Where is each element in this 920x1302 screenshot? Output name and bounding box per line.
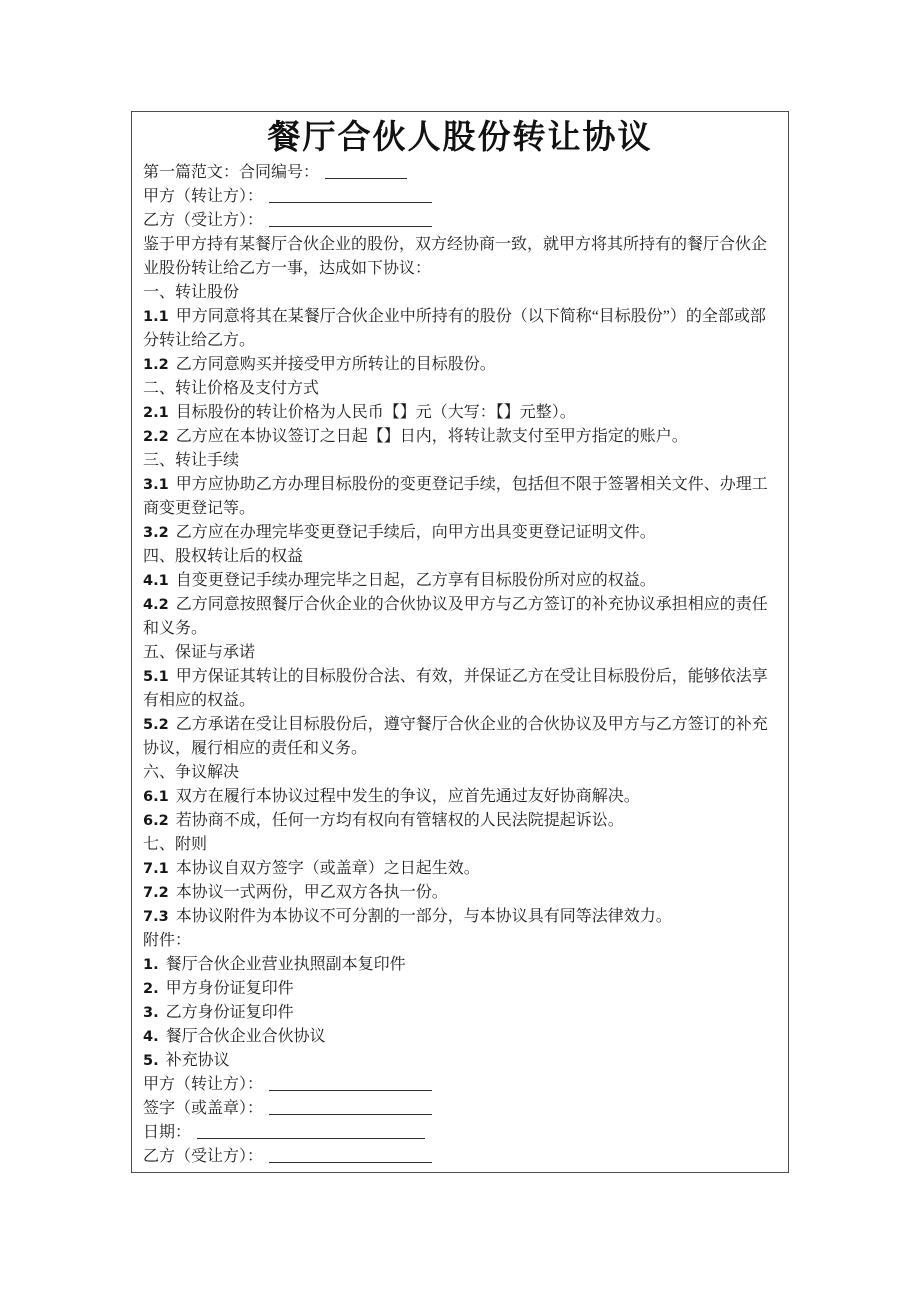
blank-line [269,189,432,203]
clause-item [143,425,777,449]
field-label: 乙方（受让方）： [143,1148,264,1165]
clause-item [143,1025,777,1049]
clause-text: 餐厅合伙企业营业执照副本复印件 [165,956,406,973]
clause-number: 3.2 [143,525,169,541]
blank-line [269,1101,432,1115]
clause-item [143,569,777,593]
clause-text: 甲方身份证复印件 [165,980,294,997]
clause-item [143,521,777,545]
clause-number: 7.3 [143,909,169,925]
section-heading: 三、转让手续 [143,452,240,469]
form-field [143,185,777,209]
clause-number: 2. [143,981,159,997]
clause-text: 双方在履行本协议过程中发生的争议，应首先通过友好协商解决。 [175,788,640,805]
form-field [143,161,777,185]
paragraph: 鉴于甲方持有某餐厅合伙企业的股份，双方经协商一致，就甲方将其所持有的餐厅合伙企业股份转让给乙方一事，达成如下协议： [143,236,768,277]
paragraph: 附件： [143,932,192,949]
clause-text: 乙方身份证复印件 [165,1004,294,1021]
clause-item [143,1001,777,1025]
form-field [143,1145,777,1169]
clause-text: 本协议附件为本协议不可分割的一部分，与本协议具有同等法律效力。 [175,908,672,925]
clause-item [143,473,777,521]
clause-number: 2.2 [143,429,169,445]
section-heading: 五、保证与承诺 [143,644,256,661]
form-field [143,1097,777,1121]
clause-number: 5.1 [143,669,169,685]
clause-text: 甲方保证其转让的目标股份合法、有效，并保证乙方在受让目标股份后，能够依法享有相应的权益。 [143,668,768,709]
clause-item [143,305,777,353]
clause-text: 乙方应在办理完毕变更登记手续后，向甲方出具变更登记证明文件。 [175,524,656,541]
field-label: 第一篇范文：合同编号： [143,164,320,181]
clause-number: 1. [143,957,159,973]
section-heading: 一、转让股份 [143,284,240,301]
clause-number: 7.2 [143,885,169,901]
clause-item [143,593,777,641]
clause-text: 乙方同意按照餐厅合伙企业的合伙协议及甲方与乙方签订的补充协议承担相应的责任和义务。 [143,596,768,637]
clause-number: 4.1 [143,573,169,589]
clause-text: 乙方同意购买并接受甲方所转让的目标股份。 [175,356,496,373]
clause-text: 补充协议 [165,1052,230,1069]
clause-item [143,857,777,881]
clause-item [143,953,777,977]
clause-number: 5.2 [143,717,169,733]
clause-text: 若协商不成，任何一方均有权向有管辖权的人民法院提起诉讼。 [175,812,624,829]
clause-item [143,353,777,377]
clause-item [143,713,777,761]
blank-line [269,213,432,227]
clause-item [143,1049,777,1073]
contract-frame [131,111,789,1173]
field-label: 日期： [143,1124,192,1141]
clause-item [143,881,777,905]
clause-number: 3.1 [143,477,169,493]
clause-number: 5. [143,1053,159,1069]
form-field [143,1073,777,1097]
clause-number: 7.1 [143,861,169,877]
clause-number: 6.1 [143,789,169,805]
clause-item [143,905,777,929]
blank-line [269,1149,432,1163]
clause-text: 目标股份的转让价格为人民币【】元（大写：【】元整）。 [175,404,576,421]
clause-text: 本协议自双方签字（或盖章）之日起生效。 [175,860,480,877]
clause-text: 本协议一式两份，甲乙双方各执一份。 [175,884,448,901]
clause-text: 自变更登记手续办理完毕之日起，乙方享有目标股份所对应的权益。 [175,572,656,589]
form-field [143,209,777,233]
contract-body [143,161,777,1169]
clause-number: 1.1 [143,309,169,325]
clause-text: 乙方承诺在受让目标股份后，遵守餐厅合伙企业的合伙协议及甲方与乙方签订的补充协议，履行相应的责任和义务。 [143,716,768,757]
field-label: 甲方（转让方）： [143,188,264,205]
section-heading: 七、附则 [143,836,208,853]
blank-line [269,1077,432,1091]
clause-number: 2.1 [143,405,169,421]
clause-text: 乙方应在本协议签订之日起【】日内，将转让款支付至甲方指定的账户。 [175,428,688,445]
section-heading: 四、股权转让后的权益 [143,548,304,565]
section-heading: 二、转让价格及支付方式 [143,380,320,397]
clause-item [143,977,777,1001]
clause-text: 甲方同意将其在某餐厅合伙企业中所持有的股份（以下简称“目标股份”）的全部或部分转让给乙方。 [143,308,766,349]
clause-number: 3. [143,1005,159,1021]
section-heading: 六、争议解决 [143,764,240,781]
blank-line [197,1125,425,1139]
clause-item [143,809,777,833]
clause-number: 4. [143,1029,159,1045]
clause-text: 甲方应协助乙方办理目标股份的变更登记手续，包括但不限于签署相关文件、办理工商变更登记等。 [143,476,768,517]
clause-number: 4.2 [143,597,169,613]
clause-item [143,785,777,809]
form-field [143,1121,777,1145]
field-label: 甲方（转让方）： [143,1076,264,1093]
clause-number: 1.2 [143,357,169,373]
blank-line [325,165,407,179]
clause-number: 6.2 [143,813,169,829]
field-label: 乙方（受让方）： [143,212,264,229]
contract-title: 餐厅合伙人股份转让协议 [267,120,653,156]
clause-item [143,665,777,713]
clause-item [143,401,777,425]
field-label: 签字（或盖章）： [143,1100,264,1117]
clause-text: 餐厅合伙企业合伙协议 [165,1028,326,1045]
